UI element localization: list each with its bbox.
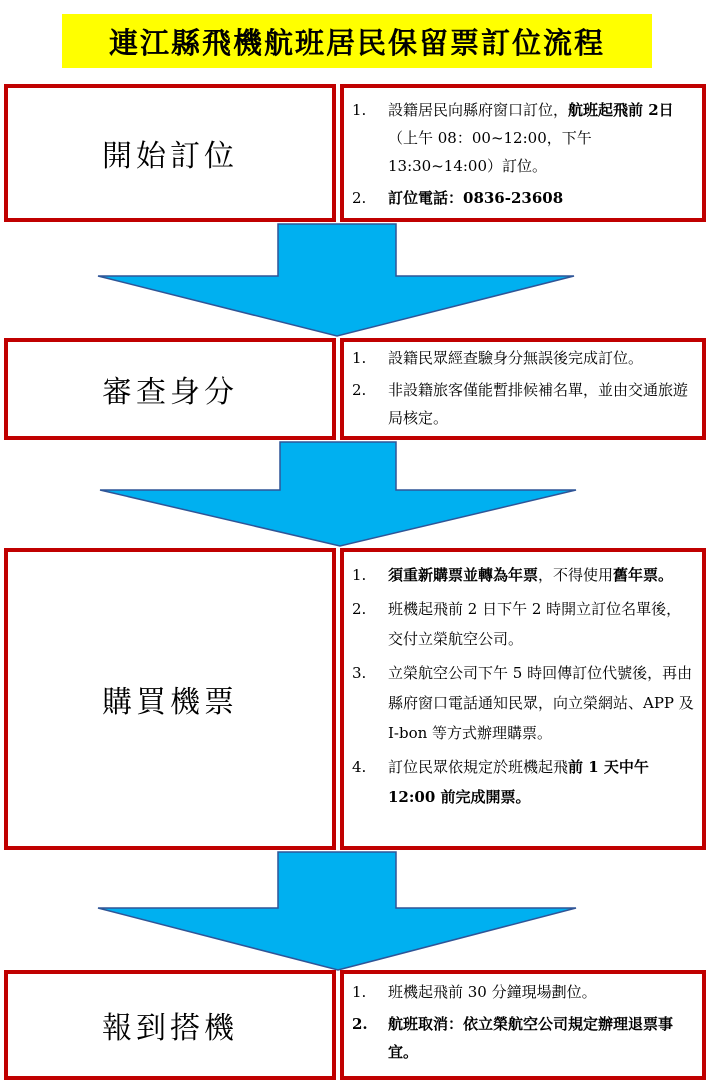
item-number: 1. [352, 101, 367, 119]
item-text: 航班取消：依立榮航空公司規定辦理退票事宜。 [388, 1015, 674, 1061]
item-number: 2. [352, 381, 367, 399]
list-item [352, 344, 694, 372]
item-text: 立榮航空公司下午 5 時回傳訂位代號後，再由縣府窗口電話通知民眾，向立榮網站、APP 及 I-bon 等方式辦理購票。 [388, 664, 694, 742]
down-arrow [0, 850, 712, 974]
list-item [352, 594, 694, 654]
down-arrow [0, 440, 712, 550]
stage-title: 審查身分 [4, 338, 336, 440]
list-item [352, 560, 694, 590]
item-text: 須重新購票並轉為年票，不得使用舊年票。 [388, 566, 674, 584]
page-title: 連江縣飛機航班居民保留票訂位流程 [62, 14, 652, 68]
down-arrow [0, 222, 712, 340]
stage-start-booking [0, 84, 712, 222]
item-text: 設籍民眾經查驗身分無誤後完成訂位。 [388, 349, 644, 367]
item-number: 1. [352, 349, 367, 367]
item-text: 班機起飛前 2 日下午 2 時開立訂位名單後，交付立榮航空公司。 [388, 600, 682, 648]
stage-details [340, 548, 706, 850]
list-item [352, 978, 694, 1006]
stage-title: 購買機票 [4, 548, 336, 850]
stage-details [340, 84, 706, 222]
stage-check-in-board [0, 970, 712, 1080]
item-text: 訂位民眾依規定於班機起飛前 1 天中午 12:00 前完成開票。 [388, 758, 649, 806]
item-number: 4. [352, 758, 367, 776]
list-item [352, 376, 694, 432]
item-number: 2. [352, 189, 367, 207]
item-text: 設籍居民向縣府窗口訂位，航班起飛前 2日（上午 08：00~12:00，下午 13:30~14:00）訂位。 [388, 101, 674, 175]
list-item [352, 184, 694, 212]
stage-details [340, 970, 706, 1080]
stage-title: 開始訂位 [4, 84, 336, 222]
item-number: 2. [352, 1015, 368, 1033]
stage-buy-ticket [0, 548, 712, 850]
list-item [352, 96, 694, 180]
stage-details [340, 338, 706, 440]
list-item [352, 658, 694, 748]
item-number: 1. [352, 566, 367, 584]
item-number: 1. [352, 983, 367, 1001]
item-number: 3. [352, 664, 367, 682]
item-text: 訂位電話：0836-23608 [388, 189, 564, 207]
item-text: 非設籍旅客僅能暫排候補名單，並由交通旅遊局核定。 [388, 381, 689, 427]
item-text: 班機起飛前 30 分鐘現場劃位。 [388, 983, 597, 1001]
item-number: 2. [352, 600, 367, 618]
stage-identity-check [0, 338, 712, 440]
stage-title: 報到搭機 [4, 970, 336, 1080]
list-item [352, 1010, 694, 1066]
list-item [352, 752, 694, 812]
